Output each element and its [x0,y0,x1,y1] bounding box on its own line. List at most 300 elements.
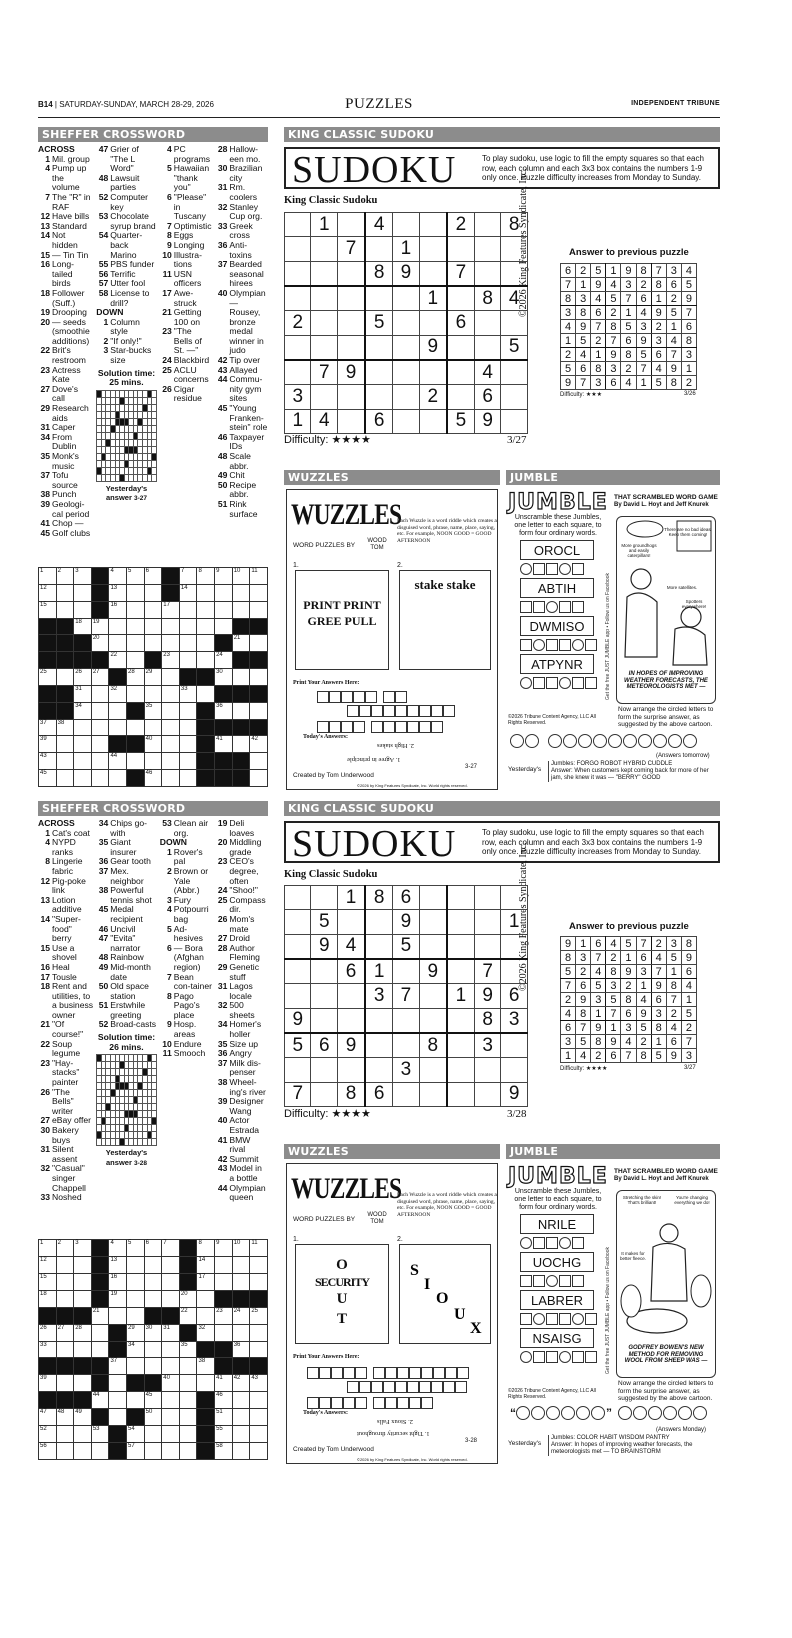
sudoku-cell[interactable] [419,1082,447,1106]
grid-cell[interactable] [179,702,197,719]
grid-cell[interactable] [162,685,180,702]
grid-cell[interactable] [144,635,162,652]
grid-cell[interactable] [179,753,197,770]
grid-cell[interactable] [56,719,74,736]
grid-cell[interactable] [162,1324,180,1341]
grid-cell[interactable] [39,601,57,618]
sudoku-cell[interactable] [285,286,311,311]
grid-cell[interactable] [179,1307,197,1324]
sudoku-cell[interactable] [393,1008,419,1033]
grid-cell[interactable] [162,702,180,719]
grid-cell[interactable] [179,1392,197,1409]
grid-cell[interactable] [39,736,57,753]
grid-cell[interactable] [250,568,268,585]
grid-cell[interactable] [250,702,268,719]
grid-cell[interactable] [39,1409,57,1426]
grid-cell[interactable] [91,702,109,719]
grid-cell[interactable] [215,601,233,618]
grid-cell[interactable] [56,1409,74,1426]
grid-cell[interactable] [39,1443,57,1460]
sudoku-cell[interactable] [393,286,419,311]
sudoku-cell[interactable] [447,1008,475,1033]
grid-cell[interactable] [109,635,127,652]
grid-cell[interactable] [179,1375,197,1392]
sudoku-2-grid[interactable] [284,885,528,1107]
sudoku-cell[interactable] [447,1058,475,1082]
sudoku-cell[interactable] [285,886,311,910]
grid-cell[interactable] [215,1307,233,1324]
sudoku-cell[interactable] [447,1082,475,1106]
sudoku-cell[interactable] [285,335,311,360]
grid-cell[interactable] [39,1426,57,1443]
grid-cell[interactable] [197,1358,215,1375]
grid-cell[interactable] [109,719,127,736]
sudoku-cell[interactable] [501,385,528,409]
grid-cell[interactable] [250,1341,268,1358]
grid-cell[interactable] [179,736,197,753]
grid-cell[interactable] [215,1240,233,1257]
grid-cell[interactable] [91,635,109,652]
sudoku-cell[interactable] [365,286,393,311]
grid-cell[interactable] [250,1375,268,1392]
grid-cell[interactable] [215,1392,233,1409]
grid-cell[interactable] [162,1426,180,1443]
sudoku-cell[interactable] [365,360,393,385]
grid-cell[interactable] [74,1273,92,1290]
grid-cell[interactable] [74,1290,92,1307]
sudoku-cell[interactable] [337,213,365,237]
grid-cell[interactable] [250,1409,268,1426]
sudoku-cell[interactable] [311,886,337,910]
sudoku-cell[interactable] [311,237,337,261]
grid-cell[interactable] [250,584,268,601]
grid-cell[interactable] [197,601,215,618]
grid-cell[interactable] [39,1256,57,1273]
grid-cell[interactable] [74,1426,92,1443]
grid-cell[interactable] [127,1358,145,1375]
grid-cell[interactable] [127,669,145,686]
sudoku-cell[interactable] [365,385,393,409]
sudoku-cell[interactable] [393,959,419,984]
grid-cell[interactable] [127,601,145,618]
grid-cell[interactable] [109,1375,127,1392]
grid-cell[interactable] [215,1426,233,1443]
grid-cell[interactable] [250,736,268,753]
grid-cell[interactable] [74,1256,92,1273]
grid-cell[interactable] [56,1256,74,1273]
sudoku-cell[interactable] [337,261,365,286]
sudoku-cell[interactable] [447,385,475,409]
sudoku-cell[interactable] [285,213,311,237]
grid-cell[interactable] [56,770,74,787]
sudoku-cell[interactable] [501,311,528,335]
grid-cell[interactable] [197,1307,215,1324]
sudoku-cell[interactable] [393,360,419,385]
grid-cell[interactable] [127,652,145,669]
grid-cell[interactable] [91,770,109,787]
grid-cell[interactable] [144,719,162,736]
sudoku-cell[interactable] [311,1082,337,1106]
grid-cell[interactable] [109,1290,127,1307]
grid-cell[interactable] [197,618,215,635]
sudoku-cell[interactable] [337,409,365,433]
sudoku-cell[interactable] [311,311,337,335]
grid-cell[interactable] [162,1290,180,1307]
grid-cell[interactable] [144,1392,162,1409]
grid-cell[interactable] [197,652,215,669]
sudoku-cell[interactable] [419,261,447,286]
sudoku-cell[interactable] [285,910,311,934]
grid-cell[interactable] [127,568,145,585]
grid-cell[interactable] [109,1273,127,1290]
grid-cell[interactable] [74,1341,92,1358]
grid-cell[interactable] [215,669,233,686]
grid-cell[interactable] [109,568,127,585]
grid-cell[interactable] [39,1375,57,1392]
grid-cell[interactable] [74,736,92,753]
sudoku-cell[interactable] [285,1058,311,1082]
sudoku-cell[interactable] [285,237,311,261]
grid-cell[interactable] [197,1240,215,1257]
grid-cell[interactable] [127,1341,145,1358]
sudoku-cell[interactable] [474,1058,500,1082]
grid-cell[interactable] [91,1324,109,1341]
sudoku-cell[interactable] [474,886,500,910]
grid-cell[interactable] [144,1426,162,1443]
grid-cell[interactable] [109,1256,127,1273]
grid-cell[interactable] [127,1324,145,1341]
sudoku-cell[interactable] [474,1082,500,1106]
grid-cell[interactable] [127,1392,145,1409]
sudoku-cell[interactable] [501,959,528,984]
crossword-2-grid[interactable] [38,1239,268,1460]
grid-cell[interactable] [109,1409,127,1426]
grid-cell[interactable] [232,1341,250,1358]
grid-cell[interactable] [74,601,92,618]
sudoku-cell[interactable] [447,1033,475,1058]
sudoku-cell[interactable] [285,934,311,959]
grid-cell[interactable] [250,1443,268,1460]
grid-cell[interactable] [91,669,109,686]
grid-cell[interactable] [39,1273,57,1290]
grid-cell[interactable] [197,1256,215,1273]
sudoku-cell[interactable] [419,213,447,237]
sudoku-cell[interactable] [365,910,393,934]
grid-cell[interactable] [127,584,145,601]
sudoku-cell[interactable] [474,311,500,335]
grid-cell[interactable] [39,1341,57,1358]
grid-cell[interactable] [144,770,162,787]
sudoku-cell[interactable] [501,886,528,910]
grid-cell[interactable] [39,753,57,770]
crossword-1-grid[interactable] [38,567,268,787]
grid-cell[interactable] [91,685,109,702]
sudoku-cell[interactable] [311,1008,337,1033]
sudoku-cell[interactable] [365,1058,393,1082]
grid-cell[interactable] [197,1273,215,1290]
grid-cell[interactable] [127,1273,145,1290]
grid-cell[interactable] [232,1392,250,1409]
sudoku-cell[interactable] [285,984,311,1008]
grid-cell[interactable] [179,1358,197,1375]
grid-cell[interactable] [232,1256,250,1273]
grid-cell[interactable] [56,669,74,686]
sudoku-cell[interactable] [474,335,500,360]
sudoku-cell[interactable] [419,311,447,335]
grid-cell[interactable] [127,1443,145,1460]
grid-cell[interactable] [197,1375,215,1392]
sudoku-cell[interactable] [419,984,447,1008]
grid-cell[interactable] [91,1307,109,1324]
sudoku-cell[interactable] [365,335,393,360]
grid-cell[interactable] [232,1273,250,1290]
grid-cell[interactable] [74,669,92,686]
grid-cell[interactable] [144,1273,162,1290]
grid-cell[interactable] [127,1290,145,1307]
grid-cell[interactable] [39,584,57,601]
grid-cell[interactable] [39,669,57,686]
grid-cell[interactable] [232,1307,250,1324]
sudoku-cell[interactable] [419,910,447,934]
sudoku-cell[interactable] [447,886,475,910]
grid-cell[interactable] [179,685,197,702]
grid-cell[interactable] [162,601,180,618]
grid-cell[interactable] [91,1426,109,1443]
grid-cell[interactable] [56,736,74,753]
grid-cell[interactable] [144,1341,162,1358]
grid-cell[interactable] [144,1256,162,1273]
grid-cell[interactable] [39,1324,57,1341]
grid-cell[interactable] [74,685,92,702]
sudoku-cell[interactable] [474,934,500,959]
grid-cell[interactable] [215,618,233,635]
grid-cell[interactable] [56,1273,74,1290]
sudoku-cell[interactable] [419,409,447,433]
sudoku-cell[interactable] [447,286,475,311]
grid-cell[interactable] [162,1240,180,1257]
grid-cell[interactable] [109,1358,127,1375]
grid-cell[interactable] [144,1409,162,1426]
sudoku-cell[interactable] [393,1033,419,1058]
sudoku-cell[interactable] [285,959,311,984]
sudoku-cell[interactable] [447,910,475,934]
grid-cell[interactable] [74,1443,92,1460]
grid-cell[interactable] [127,1307,145,1324]
sudoku-cell[interactable] [501,934,528,959]
grid-cell[interactable] [215,1256,233,1273]
grid-cell[interactable] [109,753,127,770]
grid-cell[interactable] [162,1358,180,1375]
grid-cell[interactable] [179,652,197,669]
grid-cell[interactable] [109,601,127,618]
grid-cell[interactable] [109,584,127,601]
grid-cell[interactable] [162,1341,180,1358]
grid-cell[interactable] [162,618,180,635]
grid-cell[interactable] [197,685,215,702]
sudoku-cell[interactable] [365,934,393,959]
grid-cell[interactable] [250,1426,268,1443]
sudoku-cell[interactable] [285,261,311,286]
grid-cell[interactable] [232,1375,250,1392]
grid-cell[interactable] [215,736,233,753]
grid-cell[interactable] [91,618,109,635]
grid-cell[interactable] [179,1426,197,1443]
grid-cell[interactable] [232,1324,250,1341]
grid-cell[interactable] [162,1443,180,1460]
grid-cell[interactable] [91,1392,109,1409]
grid-cell[interactable] [74,702,92,719]
sudoku-cell[interactable] [393,1082,419,1106]
sudoku-cell[interactable] [474,910,500,934]
grid-cell[interactable] [56,584,74,601]
jumble-answer-boxes[interactable] [520,676,600,694]
sudoku-cell[interactable] [337,311,365,335]
grid-cell[interactable] [162,1375,180,1392]
grid-cell[interactable] [197,635,215,652]
grid-cell[interactable] [91,719,109,736]
grid-cell[interactable] [127,719,145,736]
grid-cell[interactable] [56,1341,74,1358]
sudoku-cell[interactable] [474,261,500,286]
grid-cell[interactable] [144,584,162,601]
grid-cell[interactable] [144,702,162,719]
grid-cell[interactable] [39,719,57,736]
grid-cell[interactable] [250,770,268,787]
grid-cell[interactable] [197,584,215,601]
sudoku-cell[interactable] [365,1033,393,1058]
sudoku-cell[interactable] [501,409,528,433]
sudoku-cell[interactable] [501,237,528,261]
sudoku-cell[interactable] [447,959,475,984]
grid-cell[interactable] [56,601,74,618]
jumble-2-answer-circles[interactable]: “ ” [510,1406,708,1425]
sudoku-cell[interactable] [447,934,475,959]
sudoku-cell[interactable] [337,1058,365,1082]
grid-cell[interactable] [109,1240,127,1257]
grid-cell[interactable] [162,770,180,787]
grid-cell[interactable] [74,584,92,601]
grid-cell[interactable] [162,669,180,686]
grid-cell[interactable] [127,618,145,635]
sudoku-cell[interactable] [311,286,337,311]
grid-cell[interactable] [144,1240,162,1257]
grid-cell[interactable] [91,1341,109,1358]
sudoku-cell[interactable] [311,261,337,286]
grid-cell[interactable] [250,1307,268,1324]
grid-cell[interactable] [56,1324,74,1341]
sudoku-cell[interactable] [337,1008,365,1033]
sudoku-cell[interactable] [393,213,419,237]
sudoku-cell[interactable] [311,959,337,984]
grid-cell[interactable] [74,618,92,635]
grid-cell[interactable] [162,736,180,753]
grid-cell[interactable] [250,1256,268,1273]
sudoku-cell[interactable] [337,910,365,934]
grid-cell[interactable] [74,1240,92,1257]
grid-cell[interactable] [179,1443,197,1460]
grid-cell[interactable] [127,1240,145,1257]
grid-cell[interactable] [215,702,233,719]
grid-cell[interactable] [144,736,162,753]
grid-cell[interactable] [215,1273,233,1290]
grid-cell[interactable] [179,719,197,736]
grid-cell[interactable] [127,753,145,770]
sudoku-cell[interactable] [311,385,337,409]
sudoku-cell[interactable] [419,237,447,261]
grid-cell[interactable] [74,568,92,585]
grid-cell[interactable] [197,1290,215,1307]
sudoku-cell[interactable] [311,984,337,1008]
grid-cell[interactable] [144,568,162,585]
grid-cell[interactable] [144,1443,162,1460]
grid-cell[interactable] [232,1409,250,1426]
sudoku-cell[interactable] [311,1058,337,1082]
grid-cell[interactable] [127,1426,145,1443]
grid-cell[interactable] [215,1375,233,1392]
sudoku-cell[interactable] [501,261,528,286]
sudoku-cell[interactable] [501,1033,528,1058]
grid-cell[interactable] [56,1375,74,1392]
grid-cell[interactable] [179,584,197,601]
sudoku-cell[interactable] [419,1058,447,1082]
grid-cell[interactable] [39,1290,57,1307]
grid-cell[interactable] [162,753,180,770]
grid-cell[interactable] [250,635,268,652]
grid-cell[interactable] [232,601,250,618]
sudoku-cell[interactable] [337,286,365,311]
grid-cell[interactable] [250,601,268,618]
grid-cell[interactable] [250,1240,268,1257]
grid-cell[interactable] [232,1443,250,1460]
grid-cell[interactable] [162,652,180,669]
grid-cell[interactable] [91,753,109,770]
sudoku-cell[interactable] [365,237,393,261]
grid-cell[interactable] [162,719,180,736]
grid-cell[interactable] [56,1240,74,1257]
sudoku-cell[interactable] [393,385,419,409]
grid-cell[interactable] [162,1273,180,1290]
grid-cell[interactable] [109,1392,127,1409]
grid-cell[interactable] [127,685,145,702]
jumble-1-answer-circles[interactable] [510,734,698,753]
grid-cell[interactable] [144,1324,162,1341]
grid-cell[interactable] [179,1290,197,1307]
grid-cell[interactable] [109,702,127,719]
grid-cell[interactable] [197,1324,215,1341]
grid-cell[interactable] [179,1409,197,1426]
sudoku-cell[interactable] [501,1058,528,1082]
grid-cell[interactable] [127,635,145,652]
grid-cell[interactable] [56,568,74,585]
grid-cell[interactable] [232,702,250,719]
grid-cell[interactable] [232,669,250,686]
grid-cell[interactable] [144,669,162,686]
sudoku-cell[interactable] [474,213,500,237]
sudoku-1-grid[interactable] [284,212,528,434]
sudoku-cell[interactable] [311,335,337,360]
grid-cell[interactable] [74,770,92,787]
grid-cell[interactable] [179,618,197,635]
grid-cell[interactable] [162,635,180,652]
grid-cell[interactable] [250,669,268,686]
grid-cell[interactable] [144,601,162,618]
grid-cell[interactable] [144,1290,162,1307]
grid-cell[interactable] [39,770,57,787]
sudoku-cell[interactable] [285,360,311,385]
grid-cell[interactable] [250,1324,268,1341]
grid-cell[interactable] [215,1409,233,1426]
grid-cell[interactable] [39,568,57,585]
